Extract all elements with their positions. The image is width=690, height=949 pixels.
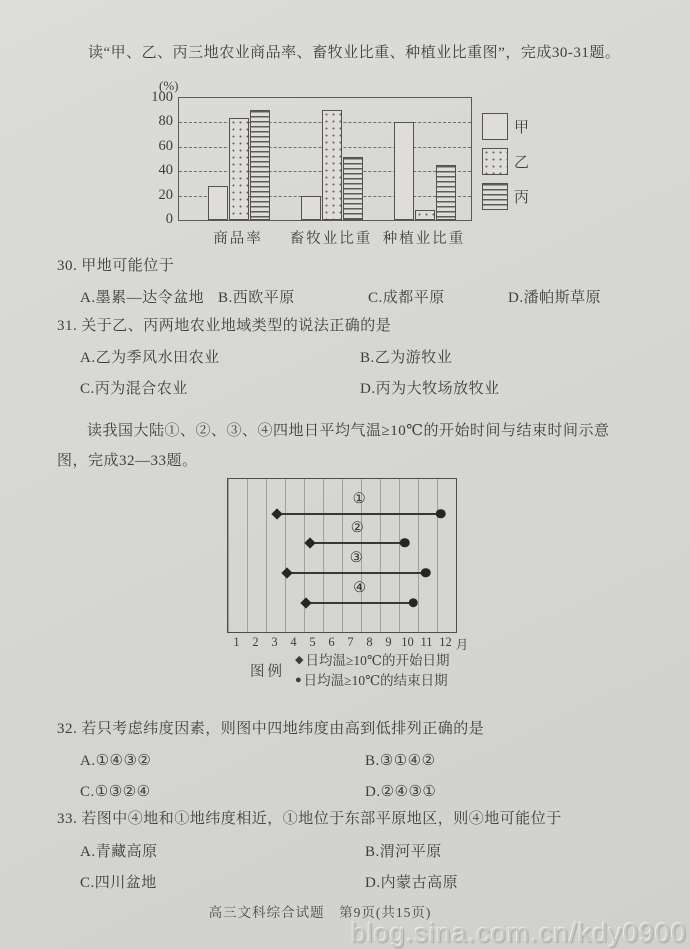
- timeline-range-2: [310, 542, 405, 544]
- timeline-month-tick-2: 2: [252, 635, 259, 649]
- end-date-marker-icon: [436, 509, 446, 519]
- option-30-b: B.西欧平原: [218, 290, 295, 306]
- bar-chart-ytick-40: 40: [158, 162, 173, 179]
- timeline-series-label-4: ④: [353, 580, 367, 596]
- option-30-a: A.墨累—达令盆地: [80, 290, 205, 306]
- question-32: [57, 717, 657, 815]
- timeline-month-tick-1: 1: [233, 635, 240, 649]
- bar-legend-swatch-plain: [482, 113, 508, 140]
- question-32-number: 32.: [57, 721, 78, 737]
- option-32-b: B.③①④②: [365, 753, 436, 769]
- question-30-options: [57, 286, 657, 317]
- timeline-month-tick-3: 3: [271, 635, 278, 649]
- bar-chart-ytick-80: 80: [158, 113, 173, 130]
- timeline-month-unit: 月: [455, 638, 469, 652]
- timeline-month-tick-10: 10: [401, 635, 414, 649]
- question-31-stem: 31. 关于乙、丙两地农业地域类型的说法正确的是: [57, 318, 392, 334]
- start-date-marker-icon: [300, 597, 311, 608]
- bar-chart-y-unit-label: (%): [159, 78, 179, 93]
- end-date-marker-icon: [421, 568, 431, 578]
- timeline-range-3: [287, 572, 426, 574]
- option-33-d: D.内蒙古高原: [365, 875, 459, 891]
- passage-intro-30-31: 读“甲、乙、丙三地农业商品率、畜牧业比重、种植业比重图”，完成30-31题。: [88, 45, 621, 61]
- option-30-d: D.潘帕斯草原: [508, 290, 602, 306]
- bar-chart-category-畜牧业比重: 畜牧业比重: [289, 231, 373, 247]
- bar-chart-ytick-60: 60: [158, 137, 173, 154]
- option-33-b: B.渭河平原: [365, 844, 442, 860]
- bar-丙-畜牧业比重: [343, 157, 363, 220]
- bar-甲-商品率: [208, 186, 228, 220]
- bar-乙-商品率: [229, 118, 249, 220]
- timeline-legend-label: 日均温≥10℃的结束日期: [303, 673, 448, 688]
- timeline-series-label-3: ③: [349, 550, 363, 566]
- timeline-range-4: [306, 602, 413, 604]
- bar-legend-item-丙: [482, 183, 529, 210]
- question-32-stem: 32. 若只考虑纬度因素，则图中四地纬度由高到低排列正确的是: [57, 721, 485, 737]
- timeline-series-label-2: ②: [350, 520, 364, 536]
- timeline-legend: [250, 651, 449, 690]
- agriculture-bar-chart: [145, 80, 585, 258]
- timeline-month-tick-4: 4: [290, 635, 297, 649]
- timeline-month-tick-9: 9: [385, 635, 392, 649]
- question-33-stem: 33. 若图中④地和①地纬度相近，①地位于东部平原地区，则④地可能位于: [57, 811, 562, 827]
- bar-legend-label: 甲: [514, 120, 530, 136]
- start-date-marker-icon: [281, 567, 292, 578]
- timeline-legend-label: 日均温≥10℃的开始日期: [305, 653, 450, 668]
- bar-乙-种植业比重: [415, 210, 435, 220]
- bar-chart-plot-area: [178, 97, 472, 221]
- timeline-month-tick-6: 6: [328, 635, 335, 649]
- timeline-month-tick-8: 8: [366, 635, 373, 649]
- bar-chart-category-种植业比重: 种植业比重: [382, 231, 466, 247]
- bar-chart-ytick-20: 20: [158, 186, 173, 203]
- bar-丙-种植业比重: [436, 165, 456, 220]
- question-30-number: 30.: [57, 258, 78, 274]
- end-date-marker-icon: [400, 538, 410, 548]
- timeline-month-tick-11: 11: [420, 635, 433, 649]
- option-32-d: D.②④③①: [365, 784, 437, 800]
- option-33-c: C.四川盆地: [80, 875, 157, 891]
- option-31-d: D.丙为大牧场放牧业: [360, 381, 500, 397]
- question-33-number: 33.: [57, 811, 78, 827]
- option-33-a: A.青藏高原: [80, 844, 158, 860]
- timeline-legend-row-2: [295, 671, 449, 690]
- bar-甲-种植业比重: [394, 122, 414, 220]
- option-30-c: C.成都平原: [368, 290, 445, 306]
- bar-legend-swatch-horizontal-stripes: [482, 183, 508, 210]
- question-31-number: 31.: [57, 318, 78, 334]
- blog-watermark: blog.sina.com.cn/kdy0900: [350, 918, 687, 948]
- start-date-marker-icon: [304, 537, 315, 548]
- page-footer: 高三文科综合试题 第9页(共15页): [208, 905, 432, 920]
- bar-丙-商品率: [250, 110, 270, 220]
- bar-legend-item-甲: [482, 113, 529, 140]
- timeline-range-1: [277, 513, 440, 515]
- option-32-a: A.①④③②: [80, 753, 152, 769]
- bar-chart-category-商品率: 商品率: [213, 231, 263, 247]
- bar-chart-ytick-100: 100: [151, 89, 173, 105]
- question-31: [57, 314, 657, 408]
- bar-legend-label: 丙: [514, 190, 530, 206]
- temperature-timeline-chart: [227, 478, 487, 658]
- question-30: [57, 254, 657, 317]
- timeline-plot-area: [227, 478, 457, 633]
- bar-甲-畜牧业比重: [301, 196, 321, 220]
- timeline-legend-row-1: [295, 651, 449, 670]
- timeline-month-tick-5: 5: [309, 635, 316, 649]
- bar-legend-label: 乙: [514, 155, 530, 171]
- option-32-c: C.①③②④: [80, 784, 151, 800]
- passage-intro-32-33: 读我国大陆①、②、③、④四地日平均气温≥10℃的开始时间与结束时间示意图，完成32—33题。: [57, 423, 610, 469]
- start-date-marker-icon: [272, 508, 283, 519]
- question-30-stem: 30. 甲地可能位于: [57, 258, 175, 274]
- bar-乙-畜牧业比重: [322, 110, 342, 220]
- timeline-month-tick-7: 7: [347, 635, 354, 649]
- timeline-month-tick-12: 12: [439, 635, 452, 649]
- timeline-legend-title: 图例: [250, 664, 285, 680]
- option-31-c: C.丙为混合农业: [80, 381, 188, 397]
- circle-marker-icon: ●: [295, 674, 302, 686]
- bar-legend-item-乙: [482, 148, 529, 175]
- option-31-a: A.乙为季风水田农业: [80, 350, 220, 366]
- diamond-marker-icon: ◆: [295, 654, 304, 666]
- bar-chart-ytick-0: 0: [165, 211, 173, 227]
- question-33: [57, 807, 657, 902]
- option-31-b: B.乙为游牧业: [360, 350, 453, 366]
- end-date-marker-icon: [408, 598, 418, 608]
- bar-legend-swatch-dots: [482, 148, 508, 175]
- timeline-series-label-1: ①: [352, 491, 366, 507]
